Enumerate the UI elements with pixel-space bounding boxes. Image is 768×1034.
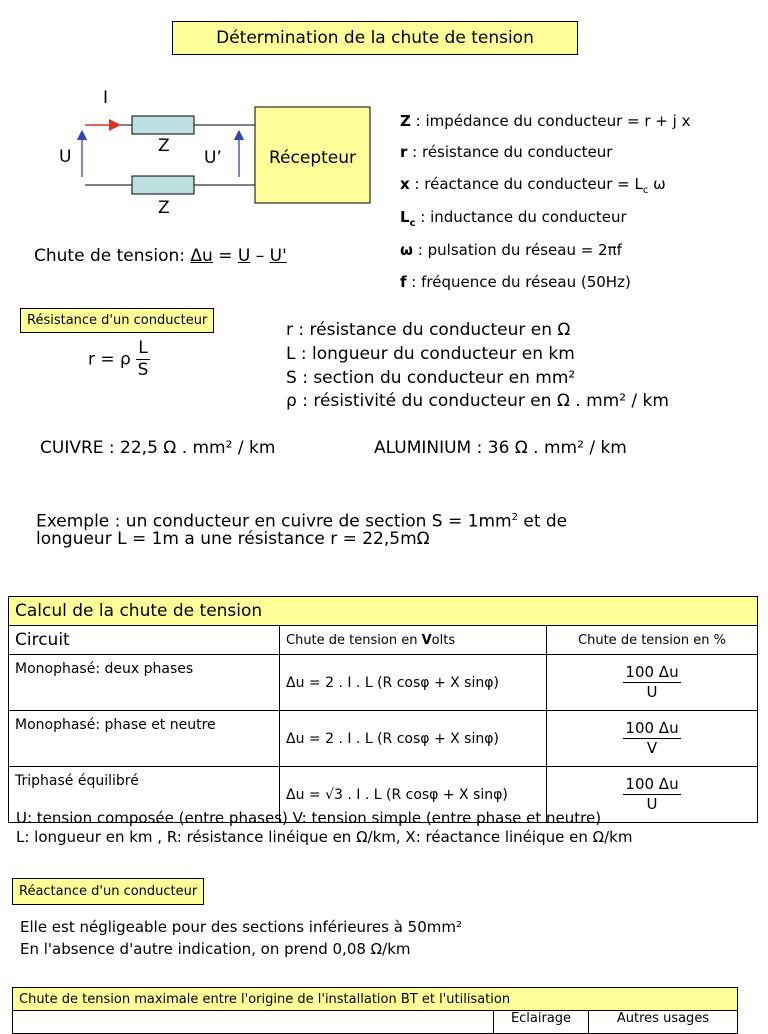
voltage-drop-formula: [34, 246, 287, 266]
aluminium-resistivity: ALUMINIUM : 36 Ω . mm² / km: [374, 438, 627, 458]
current-label: I: [103, 88, 109, 108]
definition-x: x : réactance du conducteur = $L_c$ ω: [400, 175, 666, 196]
resistance-heading: Résistance d'un conducteur: [20, 308, 214, 333]
resistance-var: r : résistance du conducteur en Ω: [286, 320, 571, 340]
max-drop-empty-cell: [13, 1011, 494, 1034]
page-title: Détermination de la chute de tension: [172, 21, 578, 55]
reactance-line: Elle est négligeable pour des sections inférieures à 50mm²: [20, 918, 462, 936]
max-drop-table: [12, 987, 738, 1034]
reactance-line: En l'absence d'autre indication, on prend 0,08 Ω/km: [20, 940, 411, 958]
row-circuit: Triphasé équilibré: [9, 767, 280, 823]
table-heading: Calcul de la chute de tension: [9, 597, 758, 626]
row-formula: Δu = 2 . I . L (R cosφ + X sinφ): [280, 655, 547, 711]
formula-minus: –: [250, 246, 270, 266]
u-label: U: [59, 147, 72, 167]
row-percent: $\frac{100 \Delta u}{U}$: [547, 655, 758, 711]
formula-prefix: Chute de tension:: [34, 246, 191, 266]
row-percent: $\frac{100 \Delta u}{V}$: [547, 711, 758, 767]
formula-eq: =: [212, 246, 238, 266]
definition-omega: ω : pulsation du réseau = 2πf: [400, 241, 622, 259]
formula-du: Δu: [190, 246, 213, 266]
row-formula: Δu = √3 . I . L (R cosφ + X sinφ): [280, 767, 547, 823]
table-note: L: longueur en km , R: résistance linéique en Ω/km, X: réactance linéique en Ω/km: [16, 828, 633, 846]
receiver-label: Récepteur: [269, 148, 356, 168]
definition-z: Z : impédance du conducteur = r + j x: [400, 112, 691, 130]
definition-lc: $L_c$ : inductance du conducteur: [400, 208, 627, 229]
max-drop-heading: Chute de tension maximale entre l'origine de l'installation BT et l'utilisation: [13, 988, 738, 1011]
definition-f: f : fréquence du réseau (50Hz): [400, 273, 631, 291]
formula-u-prime: U': [269, 246, 287, 266]
row-circuit: Monophasé: phase et neutre: [9, 711, 280, 767]
z-top-label: Z: [158, 136, 170, 156]
row-percent: $\frac{100 \Delta u}{U}$: [547, 767, 758, 823]
resistance-var: L : longueur du conducteur en km: [286, 344, 575, 364]
col-volts: Chute de tension en Volts: [280, 626, 547, 655]
definition-r: r : résistance du conducteur: [400, 143, 613, 161]
impedance-bottom: [132, 176, 194, 194]
table-row: [9, 711, 758, 767]
table-row: [9, 655, 758, 711]
formula-u: U: [237, 246, 251, 266]
u-prime-label: U’: [204, 148, 222, 168]
example-line-2: longueur L = 1m a une résistance r = 22,5mΩ: [36, 528, 430, 549]
col-lighting: Eclairage: [494, 1011, 589, 1034]
example-text: [36, 509, 567, 548]
col-other-uses: Autres usages: [589, 1011, 738, 1034]
z-bottom-label: Z: [158, 198, 170, 218]
table-note: U: tension composée (entre phases) V: tension simple (entre phase et neutre): [16, 809, 602, 827]
resistance-formula: r = ρ $\frac{L}{S}$: [88, 338, 149, 380]
example-line-1: Exemple : un conducteur en cuivre de section $S = 1mm^2$ et de: [36, 511, 568, 532]
col-circuit: Circuit: [9, 626, 280, 655]
col-percent: Chute de tension en %: [547, 626, 758, 655]
impedance-top: [132, 116, 194, 134]
row-formula: Δu = 2 . I . L (R cosφ + X sinφ): [280, 711, 547, 767]
reactance-heading: Réactance d'un conducteur: [12, 878, 204, 905]
voltage-drop-table: [8, 596, 758, 823]
resistance-var: S : section du conducteur en mm²: [286, 368, 576, 388]
copper-resistivity: CUIVRE : 22,5 Ω . mm² / km: [40, 438, 276, 458]
resistance-var: ρ : résistivité du conducteur en Ω . mm² / km: [286, 391, 669, 411]
row-circuit: Monophasé: deux phases: [9, 655, 280, 711]
